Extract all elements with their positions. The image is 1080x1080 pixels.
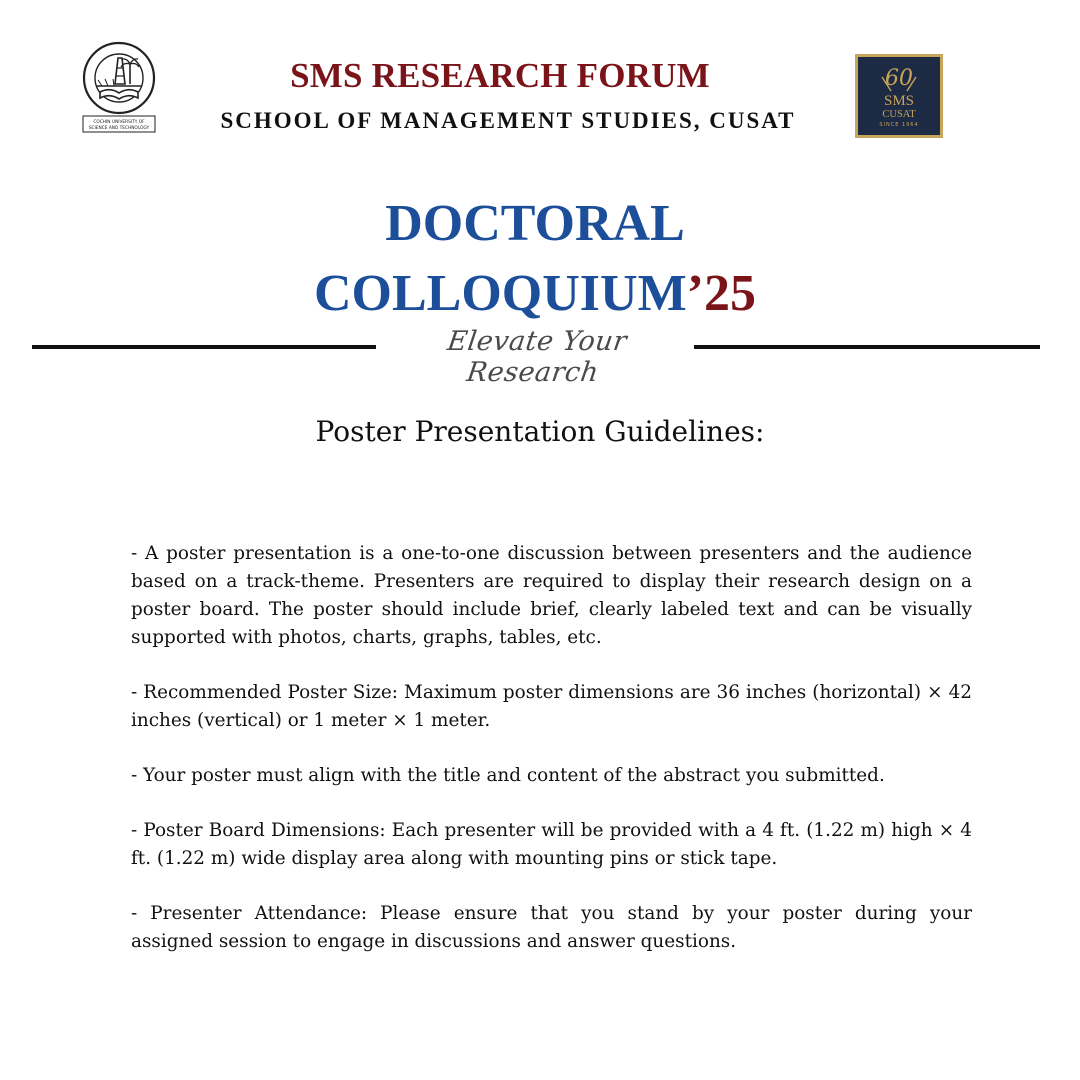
sms-logo-line3: SINCE 1964 xyxy=(879,122,919,128)
school-title: SCHOOL OF MANAGEMENT STUDIES, CUSAT xyxy=(220,108,796,133)
svg-text:COCHIN UNIVERSITY OF: COCHIN UNIVERSITY OF xyxy=(93,120,145,125)
sms-60-years-logo-icon xyxy=(855,54,943,138)
guidelines-list xyxy=(131,540,972,983)
sms-logo-line2: CUSAT xyxy=(882,109,916,120)
guideline-item: - A poster presentation is a one-to-one discussion between presenters and the audience based on a track-theme. Presenters are required to display their research design on a poster board. The poster should include brief, clearly labeled text and can be visually supported with photos, charts, graphs, tables, etc. xyxy=(131,543,972,648)
guideline-item: - Poster Board Dimensions: Each presenter will be provided with a 4 ft. (1.22 m) high × 4 ft. (1.22 m) wide display area along with mounting pins or stick tape. xyxy=(131,820,972,869)
event-title-line2 xyxy=(0,265,1070,322)
section-heading: Poster Presentation Guidelines: xyxy=(315,415,765,448)
svg-text:60: 60 xyxy=(885,66,913,91)
guideline-item: - Presenter Attendance: Please ensure that you stand by your poster during your assigned session to engage in discussions and answer questions. xyxy=(131,903,972,952)
tagline: Elevate Your Research xyxy=(445,326,629,388)
guideline-item: - Your poster must align with the title and content of the abstract you submitted. xyxy=(131,765,885,786)
divider-right xyxy=(694,345,1040,349)
event-title-line1: DOCTORAL xyxy=(385,195,685,252)
guideline-item: - Recommended Poster Size: Maximum poster dimensions are 36 inches (horizontal) × 42 inches (vertical) or 1 meter × 1 meter. xyxy=(131,682,972,731)
event-title-main: COLLOQUIUM xyxy=(313,265,687,322)
sms-logo-line1: SMS xyxy=(883,93,915,109)
svg-text:SCIENCE AND TECHNOLOGY: SCIENCE AND TECHNOLOGY xyxy=(88,126,150,131)
divider-left xyxy=(32,345,376,349)
forum-title: SMS RESEARCH FORUM xyxy=(290,56,710,95)
event-title-year: ’25 xyxy=(686,265,756,322)
